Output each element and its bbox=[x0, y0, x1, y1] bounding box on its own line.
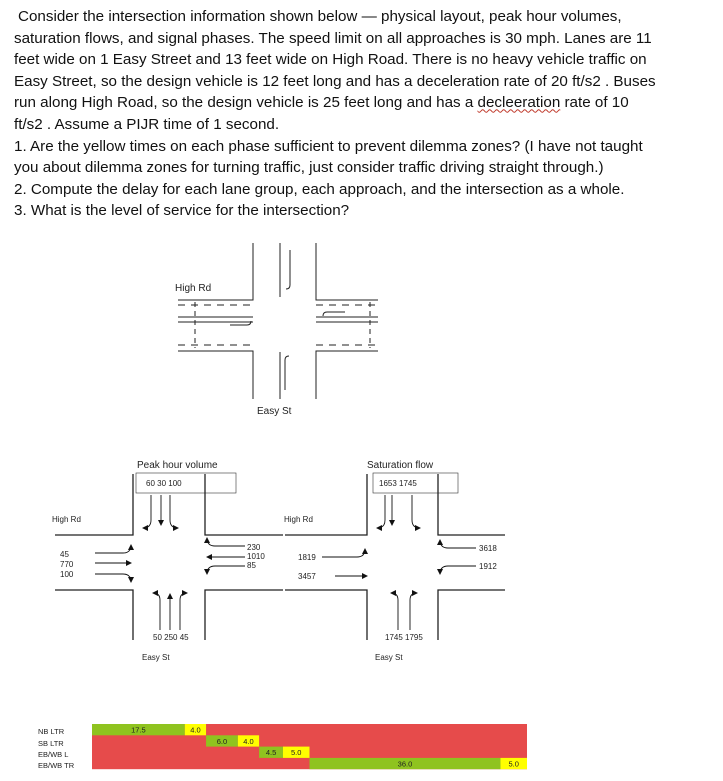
volume-wb-through: 1010 bbox=[247, 552, 265, 561]
sat-eb-left: 1819 bbox=[298, 553, 316, 562]
problem-line-5-end: rate of 10 bbox=[560, 94, 629, 112]
signal-row-label: NB LTR bbox=[38, 727, 65, 736]
sat-eb-through: 3457 bbox=[298, 572, 316, 581]
signal-green-label: 36.0 bbox=[397, 759, 413, 769]
volume-title: Peak hour volume bbox=[137, 460, 218, 471]
signal-timing-chart bbox=[38, 724, 527, 770]
signal-green-label: 17.5 bbox=[131, 725, 146, 735]
sat-sb-left-arrow bbox=[412, 495, 420, 528]
sat-arrows bbox=[322, 495, 476, 630]
layout-curb-se bbox=[316, 351, 378, 399]
problem-line-6: ft/s2 . Assume a PIJR time of 1 second. bbox=[14, 115, 280, 133]
signal-row-label: SB LTR bbox=[38, 739, 64, 748]
sat-sb-values: 1653 1745 bbox=[379, 479, 417, 488]
layout-wb-left-arrow bbox=[323, 312, 345, 316]
sat-curb-se bbox=[438, 590, 505, 640]
volume-curb-nw bbox=[55, 474, 133, 535]
sat-curb-sw bbox=[285, 590, 367, 640]
sat-title: Saturation flow bbox=[367, 460, 434, 471]
volume-arrows bbox=[95, 495, 245, 630]
sat-label-high-rd: High Rd bbox=[284, 515, 313, 524]
volume-curb-se bbox=[205, 590, 283, 640]
layout-label-high-rd: High Rd bbox=[175, 283, 212, 294]
volume-eb-through: 770 bbox=[60, 560, 74, 569]
volume-eb-right-arrow bbox=[95, 574, 131, 582]
sat-eb-left-arrow bbox=[322, 549, 365, 557]
layout-sb-left-arrow bbox=[286, 250, 290, 289]
volume-sb-right-arrow bbox=[143, 495, 151, 528]
volume-curb-sw bbox=[55, 590, 133, 640]
sat-wb-right-arrow bbox=[440, 540, 476, 548]
sat-wb-left: 1912 bbox=[479, 562, 497, 571]
signal-yellow-label: 5.0 bbox=[508, 759, 519, 769]
volume-sb-left-arrow bbox=[170, 495, 178, 528]
sat-label-easy-st: Easy St bbox=[375, 653, 403, 662]
sat-wb-right: 3618 bbox=[479, 544, 497, 553]
volume-label-high-rd: High Rd bbox=[52, 515, 81, 524]
volume-wb-left: 85 bbox=[247, 561, 256, 570]
volume-eb-left: 45 bbox=[60, 550, 69, 559]
signal-row-label: EB/WB L bbox=[38, 750, 69, 759]
layout-curb-sw bbox=[178, 351, 253, 399]
sat-curb-ne bbox=[438, 474, 505, 535]
signal-row-label: EB/WB TR bbox=[38, 761, 75, 770]
layout-label-easy-st: Easy St bbox=[257, 406, 292, 417]
problem-line-1: Consider the intersection information shown below — physical layout, peak hour volumes, bbox=[18, 8, 622, 25]
sat-nb-right-arrow bbox=[410, 593, 417, 630]
volume-wb-right-arrow bbox=[207, 538, 245, 546]
signal-yellow-label: 5.0 bbox=[291, 748, 302, 758]
problem-line-5-start: run along High Road, so the design vehicle is 25 feet long and has a bbox=[14, 94, 478, 112]
volume-nb-left-arrow bbox=[153, 593, 160, 630]
volume-wb-left-arrow bbox=[207, 566, 245, 574]
problem-line-2: saturation flows, and signal phases. The speed limit on all approaches is 30 mph. Lanes are 11 bbox=[14, 29, 652, 47]
sat-nb-left-arrow bbox=[391, 593, 398, 630]
question-1-line-1: 1. Are the yellow times on each phase sufficient to prevent dilemma zones? (I have not taught bbox=[14, 137, 643, 155]
volume-wb-right: 230 bbox=[247, 543, 261, 552]
volume-label-easy-st: Easy St bbox=[142, 653, 170, 662]
layout-nb-left-arrow bbox=[285, 356, 289, 390]
signal-green-label: 6.0 bbox=[216, 736, 228, 746]
volume-eb-left-arrow bbox=[95, 545, 131, 553]
volume-eb-right: 100 bbox=[60, 570, 74, 579]
sat-sb-right-arrow bbox=[377, 495, 385, 528]
problem-line-3: feet wide on 1 Easy Street and 13 feet wide on High Road. There is no heavy vehicle traffic on bbox=[14, 51, 647, 69]
layout-curb-ne bbox=[316, 243, 378, 300]
sat-nb-values: 1745 1795 bbox=[385, 633, 423, 642]
question-2: 2. Compute the delay for each lane group, each approach, and the intersection as a whole. bbox=[14, 180, 625, 198]
volume-nb-values: 50 250 45 bbox=[153, 633, 189, 642]
volume-sb-values: 60 30 100 bbox=[146, 479, 182, 488]
volume-curb-ne bbox=[205, 474, 283, 535]
sat-diagram bbox=[285, 474, 505, 640]
layout-diagram bbox=[178, 243, 378, 399]
question-3: 3. What is the level of service for the intersection? bbox=[14, 202, 350, 220]
problem-line-4: Easy Street, so the design vehicle is 12 feet long and has a deceleration rate of 20 ft/s2 . Buses bbox=[14, 72, 656, 90]
volume-nb-right-arrow bbox=[180, 593, 187, 630]
signal-yellow-label: 4.0 bbox=[243, 736, 254, 746]
misspelled-word: decleeration bbox=[477, 94, 561, 112]
signal-yellow-label: 4.0 bbox=[190, 725, 201, 735]
sat-curb-nw bbox=[285, 474, 367, 535]
sat-wb-left-arrow bbox=[440, 566, 476, 574]
signal-bars bbox=[92, 724, 527, 769]
signal-green-label: 4.5 bbox=[265, 748, 277, 758]
question-1-line-2: you about dilemma zones for turning traffic, just consider traffic driving straight through.) bbox=[14, 159, 604, 177]
